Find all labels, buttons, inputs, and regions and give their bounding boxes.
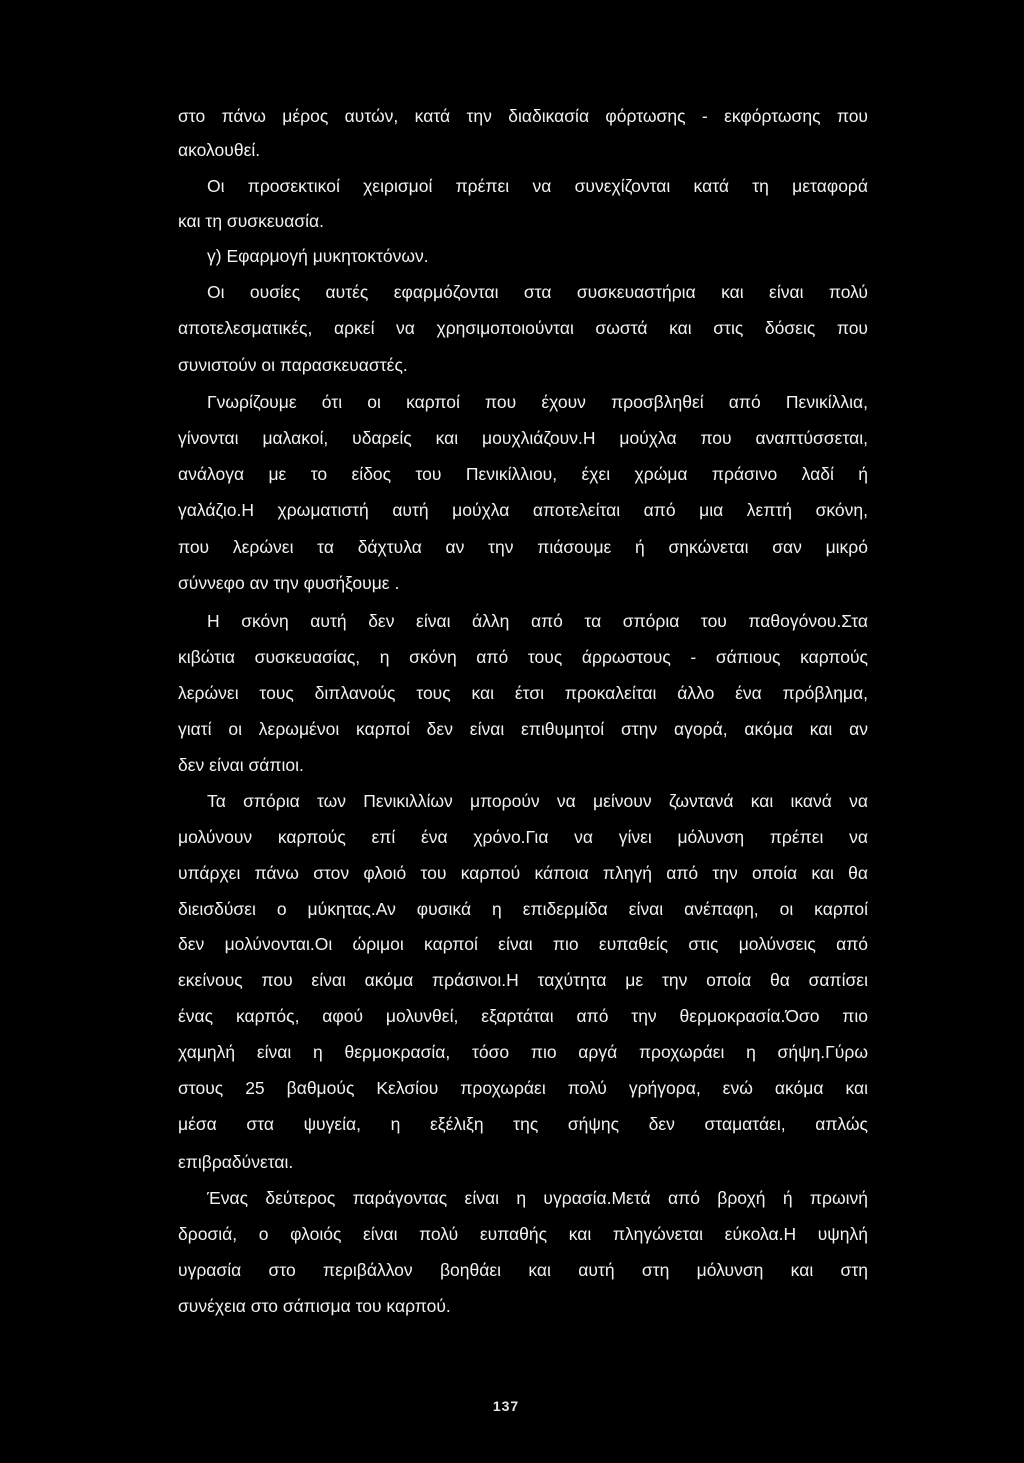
text-line: υγρασία στο περιβάλλον βοηθάει και αυτή στη μόλυνση και στη: [178, 1260, 868, 1280]
text-line: συνιστούν οι παρασκευαστές.: [178, 355, 408, 375]
text-line: αποτελεσματικές, αρκεί να χρησιμοποιούνται σωστά και στις δόσεις που: [178, 318, 868, 338]
text-line: κιβώτια συσκευασίας, η σκόνη από τους άρρωστους - σάπιους καρπούς: [178, 647, 868, 667]
text-line: δεν μολύνονται.Οι ώριμοι καρποί είναι πιο ευπαθείς στις μολύνσεις από: [178, 934, 868, 954]
text-line: Ένας δεύτερος παράγοντας είναι η υγρασία.Μετά από βροχή ή πρωινή: [207, 1188, 868, 1208]
text-line: Οι προσεκτικοί χειρισμοί πρέπει να συνεχίζονται κατά τη μεταφορά: [207, 176, 868, 196]
text-line: γ) Εφαρμογή μυκητοκτόνων.: [207, 246, 429, 266]
text-line: επιβραδύνεται.: [178, 1152, 294, 1172]
page-number: 137: [492, 1398, 520, 1414]
text-line: που λερώνει τα δάχτυλα αν την πιάσουμε ή σηκώνεται σαν μικρό: [178, 537, 868, 557]
text-line: γαλάζιο.Η χρωματιστή αυτή μούχλα αποτελείται από μια λεπτή σκόνη,: [178, 500, 868, 520]
text-line: Τα σπόρια των Πενικιλλίων μπορούν να μείνουν ζωντανά και ικανά να: [207, 791, 868, 811]
text-line: σύννεφο αν την φυσήξουμε .: [178, 573, 400, 593]
text-line: ακολουθεί.: [178, 140, 261, 160]
text-line: Γνωρίζουμε ότι οι καρποί που έχουν προσβληθεί από Πενικίλλια,: [207, 392, 868, 412]
text-line: λερώνει τους διπλανούς τους και έτσι προκαλείται άλλο ένα πρόβλημα,: [178, 683, 868, 703]
text-line: στους 25 βαθμούς Κελσίου προχωράει πολύ γρήγορα, ενώ ακόμα και: [178, 1078, 868, 1098]
text-line: και τη συσκευασία.: [178, 211, 324, 231]
text-line: ανάλογα με το είδος του Πενικίλλιου, έχει χρώμα πράσινο λαδί ή: [178, 464, 868, 484]
text-line: δεν είναι σάπιοι.: [178, 755, 304, 775]
text-line: Οι ουσίες αυτές εφαρμόζονται στα συσκευαστήρια και είναι πολύ: [207, 282, 868, 302]
text-line: στο πάνω μέρος αυτών, κατά την διαδικασία φόρτωσης - εκφόρτωσης που: [178, 106, 868, 126]
text-line: διεισδύσει ο μύκητας.Αν φυσικά η επιδερμίδα είναι ανέπαφη, οι καρποί: [178, 899, 868, 919]
text-line: μέσα στα ψυγεία, η εξέλιξη της σήψης δεν σταματάει, απλώς: [178, 1114, 868, 1134]
text-line: Η σκόνη αυτή δεν είναι άλλη από τα σπόρια του παθογόνου.Στα: [207, 611, 868, 631]
text-line: εκείνους που είναι ακόμα πράσινοι.Η ταχύτητα με την οποία θα σαπίσει: [178, 970, 868, 990]
text-line: υπάρχει πάνω στον φλοιό του καρπού κάποια πληγή από την οποία και θα: [178, 863, 868, 883]
text-line: μολύνουν καρπούς επί ένα χρόνο.Για να γίνει μόλυνση πρέπει να: [178, 827, 868, 847]
text-line: χαμηλή είναι η θερμοκρασία, τόσο πιο αργά προχωράει η σήψη.Γύρω: [178, 1042, 868, 1062]
text-line: ένας καρπός, αφού μολυνθεί, εξαρτάται από την θερμοκρασία.Όσο πιο: [178, 1006, 868, 1026]
text-line: συνέχεια στο σάπισμα του καρπού.: [178, 1296, 451, 1316]
text-line: γιατί οι λερωμένοι καρποί δεν είναι επιθυμητοί στην αγορά, ακόμα και αν: [178, 719, 868, 739]
text-line: γίνονται μαλακοί, υδαρείς και μουχλιάζουν.Η μούχλα που αναπτύσσεται,: [178, 428, 868, 448]
text-line: δροσιά, ο φλοιός είναι πολύ ευπαθής και πληγώνεται εύκολα.Η υψηλή: [178, 1224, 868, 1244]
